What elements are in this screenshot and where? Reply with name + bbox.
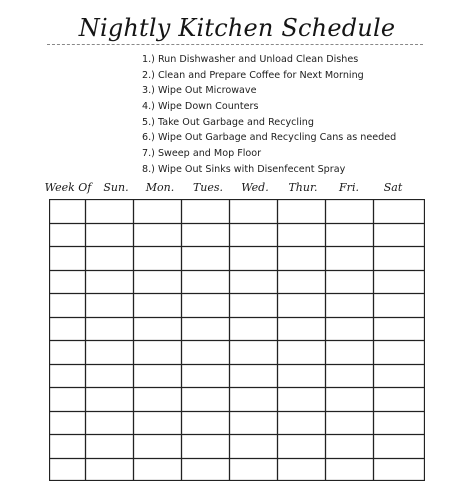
schedule-header-row (41, 180, 438, 196)
header-tues: Tues. (192, 181, 224, 194)
schedule-grid (49, 199, 425, 481)
header-thur: Thur. (288, 181, 318, 194)
header-sat: Sat (383, 181, 403, 194)
task-item-6: 6.) Wipe Out Garbage and Recycling Cans as needed (142, 132, 397, 144)
task-item-5: 5.) Take Out Garbage and Recycling (142, 116, 314, 128)
header-mon: Mon. (145, 181, 175, 194)
page-title: Nightly Kitchen Schedule (78, 14, 396, 42)
title-divider (47, 44, 423, 45)
task-item-7: 7.) Sweep and Mop Floor (142, 148, 262, 160)
header-wed: Wed. (241, 181, 269, 194)
task-item-2: 2.) Clean and Prepare Coffee for Next Morning (142, 69, 364, 81)
header-sun: Sun. (103, 181, 129, 194)
task-item-8: 8.) Wipe Out Sinks with Disenfecent Spray (142, 163, 346, 175)
task-item-1: 1.) Run Dishwasher and Unload Clean Dishes (142, 54, 359, 65)
task-list (142, 52, 396, 178)
header-fri: Fri. (339, 181, 359, 194)
task-item-3: 3.) Wipe Out Microwave (142, 85, 257, 97)
header-week-of: Week Of (44, 181, 92, 194)
task-item-4: 4.) Wipe Down Counters (142, 101, 259, 113)
